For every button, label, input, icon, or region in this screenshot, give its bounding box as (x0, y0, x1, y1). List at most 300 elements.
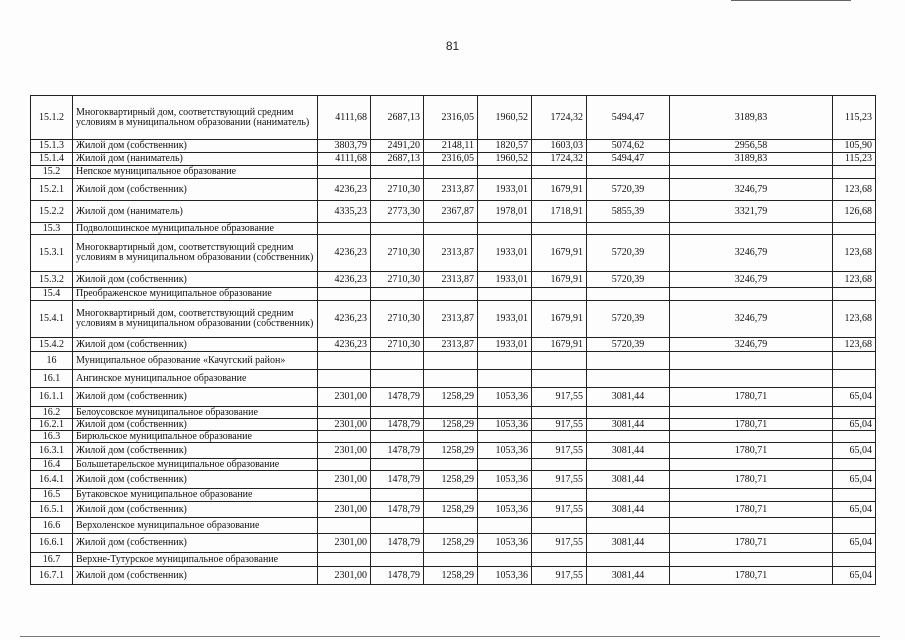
value-cell: 5720,39 (587, 301, 670, 338)
value-cell (478, 431, 532, 443)
row-code: 16.4 (31, 459, 73, 471)
row-code: 16.3 (31, 431, 73, 443)
value-cell (833, 352, 876, 370)
value-cell (587, 223, 670, 235)
value-cell (424, 407, 478, 419)
value-cell (670, 166, 833, 179)
value-cell: 1258,29 (424, 419, 478, 431)
bottom-rule (20, 636, 880, 637)
value-cell (833, 223, 876, 235)
value-cell: 1679,91 (532, 338, 587, 352)
value-cell (670, 518, 833, 534)
value-cell (318, 223, 371, 235)
row-name: Жилой дом (собственник) (73, 443, 318, 459)
value-cell: 1780,71 (670, 534, 833, 553)
table-row (31, 534, 876, 553)
row-code: 16 (31, 352, 73, 370)
value-cell (318, 518, 371, 534)
value-cell (318, 553, 371, 567)
value-cell (833, 459, 876, 471)
value-cell: 1780,71 (670, 388, 833, 407)
table-row (31, 140, 876, 153)
value-cell: 3081,44 (587, 471, 670, 489)
row-name: Жилой дом (собственник) (73, 471, 318, 489)
value-cell (318, 370, 371, 388)
value-cell: 65,04 (833, 534, 876, 553)
value-cell: 1053,36 (478, 534, 532, 553)
table-row (31, 419, 876, 431)
value-cell: 1679,91 (532, 272, 587, 288)
value-cell: 115,23 (833, 153, 876, 166)
row-code: 16.1.1 (31, 388, 73, 407)
value-cell: 1724,32 (532, 96, 587, 140)
value-cell: 1780,71 (670, 419, 833, 431)
value-cell: 3189,83 (670, 153, 833, 166)
table-row (31, 272, 876, 288)
row-name: Жилой дом (собственник) (73, 272, 318, 288)
row-code: 16.7.1 (31, 567, 73, 585)
section-row (31, 431, 876, 443)
value-cell: 123,68 (833, 179, 876, 201)
value-cell (587, 489, 670, 502)
value-cell: 1933,01 (478, 301, 532, 338)
row-name: Жилой дом (собственник) (73, 179, 318, 201)
value-cell: 1679,91 (532, 235, 587, 272)
value-cell (478, 489, 532, 502)
value-cell: 5494,47 (587, 96, 670, 140)
value-cell: 1718,91 (532, 201, 587, 223)
value-cell: 1478,79 (371, 388, 424, 407)
row-code: 16.3.1 (31, 443, 73, 459)
value-cell: 2301,00 (318, 534, 371, 553)
value-cell: 1679,91 (532, 301, 587, 338)
value-cell (478, 223, 532, 235)
value-cell (424, 352, 478, 370)
value-cell (587, 518, 670, 534)
value-cell: 1478,79 (371, 471, 424, 489)
value-cell: 2773,30 (371, 201, 424, 223)
table-row (31, 179, 876, 201)
value-cell: 4111,68 (318, 153, 371, 166)
value-cell: 1978,01 (478, 201, 532, 223)
value-cell: 2710,30 (371, 179, 424, 201)
value-cell (532, 518, 587, 534)
value-cell (532, 370, 587, 388)
value-cell (371, 518, 424, 534)
value-cell (670, 553, 833, 567)
value-cell: 1053,36 (478, 471, 532, 489)
table-row (31, 235, 876, 272)
value-cell: 2710,30 (371, 301, 424, 338)
value-cell (532, 459, 587, 471)
value-cell: 2301,00 (318, 388, 371, 407)
row-name: Многоквартирный дом, соответствующий средним условиям в муниципальном образовании (наниматель) (73, 96, 318, 140)
value-cell: 4236,23 (318, 235, 371, 272)
value-cell (371, 352, 424, 370)
value-cell: 123,68 (833, 338, 876, 352)
value-cell: 3246,79 (670, 272, 833, 288)
value-cell (670, 223, 833, 235)
value-cell (478, 518, 532, 534)
value-cell: 1478,79 (371, 419, 424, 431)
value-cell (478, 407, 532, 419)
value-cell: 3081,44 (587, 502, 670, 518)
value-cell (532, 553, 587, 567)
value-cell: 1258,29 (424, 567, 478, 585)
value-cell: 65,04 (833, 567, 876, 585)
value-cell: 4335,23 (318, 201, 371, 223)
row-code: 15.4.2 (31, 338, 73, 352)
value-cell: 2313,87 (424, 235, 478, 272)
value-cell: 3081,44 (587, 419, 670, 431)
value-cell (424, 459, 478, 471)
value-cell: 3189,83 (670, 96, 833, 140)
value-cell (532, 288, 587, 301)
row-code: 15.1.3 (31, 140, 73, 153)
value-cell (670, 431, 833, 443)
value-cell: 3081,44 (587, 534, 670, 553)
value-cell (587, 288, 670, 301)
value-cell (371, 459, 424, 471)
value-cell: 1258,29 (424, 443, 478, 459)
section-title: Большетарельское муниципальное образование (73, 459, 318, 471)
value-cell (833, 407, 876, 419)
value-cell: 2491,20 (371, 140, 424, 153)
value-cell (670, 352, 833, 370)
section-title: Подволошинское муниципальное образование (73, 223, 318, 235)
value-cell: 65,04 (833, 502, 876, 518)
value-cell: 2710,30 (371, 272, 424, 288)
value-cell (478, 370, 532, 388)
value-cell: 5720,39 (587, 179, 670, 201)
value-cell (478, 288, 532, 301)
row-code: 16.6 (31, 518, 73, 534)
value-cell: 1960,52 (478, 153, 532, 166)
value-cell: 3321,79 (670, 201, 833, 223)
value-cell (424, 223, 478, 235)
value-cell: 1960,52 (478, 96, 532, 140)
section-title: Верхоленское муниципальное образование (73, 518, 318, 534)
value-cell: 3246,79 (670, 301, 833, 338)
row-code: 16.2 (31, 407, 73, 419)
table-row (31, 338, 876, 352)
table-row (31, 201, 876, 223)
value-cell (833, 370, 876, 388)
value-cell (670, 489, 833, 502)
value-cell: 1258,29 (424, 534, 478, 553)
value-cell (833, 553, 876, 567)
value-cell (670, 407, 833, 419)
value-cell: 2313,87 (424, 179, 478, 201)
section-row (31, 518, 876, 534)
table-row (31, 471, 876, 489)
value-cell: 1053,36 (478, 567, 532, 585)
value-cell: 105,90 (833, 140, 876, 153)
value-cell (478, 352, 532, 370)
value-cell: 1780,71 (670, 502, 833, 518)
section-row (31, 459, 876, 471)
value-cell: 917,55 (532, 534, 587, 553)
row-name: Жилой дом (собственник) (73, 534, 318, 553)
table-row (31, 96, 876, 140)
value-cell: 2301,00 (318, 443, 371, 459)
value-cell (833, 431, 876, 443)
value-cell (424, 288, 478, 301)
value-cell: 1258,29 (424, 388, 478, 407)
row-name: Жилой дом (собственник) (73, 419, 318, 431)
value-cell (371, 489, 424, 502)
value-cell (532, 352, 587, 370)
value-cell: 123,68 (833, 301, 876, 338)
value-cell: 1053,36 (478, 443, 532, 459)
value-cell: 123,68 (833, 272, 876, 288)
value-cell: 1780,71 (670, 443, 833, 459)
value-cell: 917,55 (532, 388, 587, 407)
value-cell (587, 459, 670, 471)
value-cell (371, 288, 424, 301)
value-cell: 3081,44 (587, 567, 670, 585)
value-cell: 2148,11 (424, 140, 478, 153)
section-title: Непское муниципальное образование (73, 166, 318, 179)
row-name: Жилой дом (собственник) (73, 567, 318, 585)
value-cell: 917,55 (532, 502, 587, 518)
section-row (31, 407, 876, 419)
row-code: 15.3.1 (31, 235, 73, 272)
value-cell (532, 489, 587, 502)
section-title: Верхне-Тутурское муниципальное образование (73, 553, 318, 567)
section-title: Ангинское муниципальное образование (73, 370, 318, 388)
value-cell (587, 352, 670, 370)
value-cell: 1603,03 (532, 140, 587, 153)
value-cell: 65,04 (833, 388, 876, 407)
page-number: 81 (445, 39, 460, 53)
value-cell: 2710,30 (371, 338, 424, 352)
section-row (31, 489, 876, 502)
table-row (31, 443, 876, 459)
value-cell: 1780,71 (670, 567, 833, 585)
value-cell: 2956,58 (670, 140, 833, 153)
section-row (31, 352, 876, 370)
value-cell: 2301,00 (318, 502, 371, 518)
table-body (31, 96, 876, 585)
row-name: Жилой дом (собственник) (73, 338, 318, 352)
value-cell: 1053,36 (478, 419, 532, 431)
section-row (31, 553, 876, 567)
value-cell: 5720,39 (587, 235, 670, 272)
row-code: 15.2 (31, 166, 73, 179)
value-cell (532, 407, 587, 419)
value-cell: 65,04 (833, 419, 876, 431)
value-cell: 1478,79 (371, 567, 424, 585)
value-cell: 1478,79 (371, 502, 424, 518)
value-cell: 2687,13 (371, 153, 424, 166)
value-cell: 917,55 (532, 419, 587, 431)
value-cell (424, 431, 478, 443)
value-cell (424, 518, 478, 534)
value-cell: 1478,79 (371, 534, 424, 553)
value-cell: 65,04 (833, 471, 876, 489)
value-cell: 1053,36 (478, 388, 532, 407)
value-cell: 5720,39 (587, 338, 670, 352)
value-cell (587, 553, 670, 567)
value-cell (833, 288, 876, 301)
value-cell (318, 459, 371, 471)
value-cell: 917,55 (532, 471, 587, 489)
section-row (31, 288, 876, 301)
row-name: Жилой дом (наниматель) (73, 201, 318, 223)
value-cell (424, 553, 478, 567)
row-name: Многоквартирный дом, соответствующий средним условиям в муниципальном образовании (собственник) (73, 301, 318, 338)
value-cell (424, 370, 478, 388)
value-cell: 4236,23 (318, 338, 371, 352)
value-cell (587, 166, 670, 179)
value-cell: 2313,87 (424, 338, 478, 352)
value-cell: 2313,87 (424, 301, 478, 338)
value-cell (833, 518, 876, 534)
row-code: 16.6.1 (31, 534, 73, 553)
section-row (31, 166, 876, 179)
value-cell: 1933,01 (478, 272, 532, 288)
section-title: Преображенское муниципальное образование (73, 288, 318, 301)
value-cell: 3081,44 (587, 388, 670, 407)
value-cell: 2301,00 (318, 567, 371, 585)
value-cell (371, 431, 424, 443)
value-cell (424, 166, 478, 179)
value-cell: 65,04 (833, 443, 876, 459)
row-code: 15.4 (31, 288, 73, 301)
table-row (31, 388, 876, 407)
row-code: 16.7 (31, 553, 73, 567)
value-cell: 1820,57 (478, 140, 532, 153)
row-name: Жилой дом (собственник) (73, 388, 318, 407)
value-cell: 5494,47 (587, 153, 670, 166)
value-cell (532, 223, 587, 235)
value-cell (371, 370, 424, 388)
value-cell: 1933,01 (478, 338, 532, 352)
value-cell: 1258,29 (424, 471, 478, 489)
value-cell: 1933,01 (478, 179, 532, 201)
value-cell: 115,23 (833, 96, 876, 140)
value-cell (424, 489, 478, 502)
row-code: 16.2.1 (31, 419, 73, 431)
value-cell: 5074,62 (587, 140, 670, 153)
value-cell (371, 407, 424, 419)
value-cell: 1258,29 (424, 502, 478, 518)
value-cell: 2316,05 (424, 96, 478, 140)
value-cell (532, 166, 587, 179)
value-cell: 3246,79 (670, 338, 833, 352)
value-cell: 123,68 (833, 235, 876, 272)
value-cell: 126,68 (833, 201, 876, 223)
value-cell (478, 553, 532, 567)
value-cell: 3246,79 (670, 179, 833, 201)
section-row (31, 223, 876, 235)
row-name: Жилой дом (собственник) (73, 502, 318, 518)
value-cell (318, 407, 371, 419)
row-code: 15.2.1 (31, 179, 73, 201)
section-title: Бутаковское муниципальное образование (73, 489, 318, 502)
value-cell (371, 553, 424, 567)
value-cell (532, 431, 587, 443)
value-cell: 3246,79 (670, 235, 833, 272)
tariff-table (30, 95, 876, 585)
row-code: 16.5 (31, 489, 73, 502)
top-rule (731, 0, 851, 1)
value-cell (587, 370, 670, 388)
value-cell: 1933,01 (478, 235, 532, 272)
value-cell (670, 288, 833, 301)
row-name: Жилой дом (собственник) (73, 140, 318, 153)
value-cell: 1679,91 (532, 179, 587, 201)
row-code: 16.1 (31, 370, 73, 388)
section-title: Белоусовское муниципальное образование (73, 407, 318, 419)
value-cell: 2316,05 (424, 153, 478, 166)
value-cell (478, 459, 532, 471)
value-cell (670, 370, 833, 388)
row-code: 15.2.2 (31, 201, 73, 223)
value-cell: 2710,30 (371, 235, 424, 272)
value-cell: 3081,44 (587, 443, 670, 459)
value-cell: 1780,71 (670, 471, 833, 489)
row-code: 16.5.1 (31, 502, 73, 518)
row-code: 15.3 (31, 223, 73, 235)
value-cell: 2301,00 (318, 471, 371, 489)
value-cell: 1478,79 (371, 443, 424, 459)
value-cell (833, 489, 876, 502)
value-cell: 4236,23 (318, 272, 371, 288)
value-cell (478, 166, 532, 179)
value-cell: 2687,13 (371, 96, 424, 140)
value-cell: 2313,87 (424, 272, 478, 288)
value-cell (318, 288, 371, 301)
value-cell (371, 223, 424, 235)
value-cell (318, 166, 371, 179)
row-code: 15.1.4 (31, 153, 73, 166)
row-code: 16.4.1 (31, 471, 73, 489)
table-row (31, 567, 876, 585)
table-row (31, 153, 876, 166)
value-cell: 1724,32 (532, 153, 587, 166)
value-cell (318, 352, 371, 370)
value-cell: 1053,36 (478, 502, 532, 518)
value-cell (587, 431, 670, 443)
row-name: Многоквартирный дом, соответствующий средним условиям в муниципальном образовании (собственник) (73, 235, 318, 272)
value-cell: 2301,00 (318, 419, 371, 431)
table-row (31, 502, 876, 518)
value-cell (587, 407, 670, 419)
row-code: 15.3.2 (31, 272, 73, 288)
value-cell (833, 166, 876, 179)
value-cell (318, 431, 371, 443)
value-cell: 917,55 (532, 567, 587, 585)
value-cell (318, 489, 371, 502)
value-cell: 5720,39 (587, 272, 670, 288)
value-cell: 4236,23 (318, 179, 371, 201)
section-row (31, 370, 876, 388)
value-cell: 2367,87 (424, 201, 478, 223)
section-title: Бирюльское муниципальное образование (73, 431, 318, 443)
section-title: Муниципальное образование «Качугский район» (73, 352, 318, 370)
value-cell (371, 166, 424, 179)
table-row (31, 301, 876, 338)
row-code: 15.4.1 (31, 301, 73, 338)
value-cell (670, 459, 833, 471)
value-cell: 5855,39 (587, 201, 670, 223)
row-code: 15.1.2 (31, 96, 73, 140)
value-cell: 3803,79 (318, 140, 371, 153)
value-cell: 4236,23 (318, 301, 371, 338)
value-cell: 4111,68 (318, 96, 371, 140)
